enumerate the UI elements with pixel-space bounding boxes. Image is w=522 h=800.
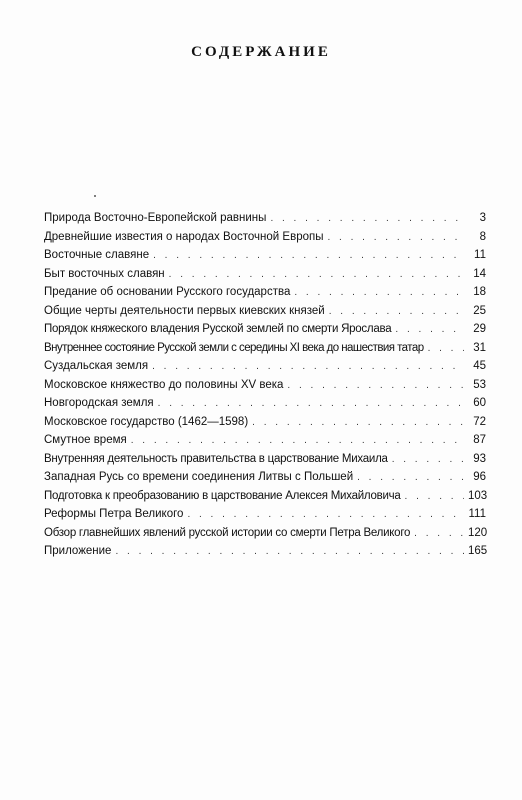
toc-entry-page: 25 <box>473 304 486 317</box>
toc-entry-page: 11 <box>474 249 486 261</box>
dot-leader <box>357 469 464 488</box>
toc-entry-title: Общие черты деятельности первых киевских князей <box>44 304 325 317</box>
dot-leader <box>395 321 464 340</box>
toc-entry-title: Московское княжество до половины XV века <box>44 378 284 391</box>
toc-entry-title: Новгородская земля <box>44 397 154 409</box>
page-title: СОДЕРЖАНИЕ <box>191 44 331 60</box>
dot-leader <box>329 303 464 322</box>
dot-leader <box>169 266 464 285</box>
toc-entry-page: 31 <box>473 341 486 354</box>
dot-leader <box>115 543 464 562</box>
toc-entry-page: 3 <box>479 212 486 224</box>
toc-entry <box>44 542 486 561</box>
dot-leader <box>327 229 464 248</box>
toc-entry <box>44 413 486 432</box>
toc-entry-page: 103 <box>468 489 488 502</box>
toc-entry-page: 93 <box>473 452 486 465</box>
toc-entry <box>44 524 486 543</box>
table-of-contents <box>44 209 486 561</box>
toc-entry-title: Реформы Петра Великого <box>44 508 184 520</box>
toc-entry-page: 60 <box>473 397 486 409</box>
toc-entry <box>44 265 486 284</box>
toc-entry-title: Приложение <box>44 545 112 557</box>
toc-entry-page: 72 <box>473 415 486 428</box>
toc-entry-title: Обзор главнейших явлений русской истории со смерти Петра Великого <box>44 526 411 539</box>
toc-entry-title: Внутренняя деятельность правительства в царствование Михаила <box>44 452 388 465</box>
dot-leader <box>428 340 464 359</box>
dot-leader <box>405 488 464 507</box>
toc-entry-page: 165 <box>468 545 488 557</box>
toc-entry <box>44 228 486 247</box>
toc-entry-page: 96 <box>473 471 486 483</box>
toc-entry-page: 18 <box>473 286 486 298</box>
toc-entry <box>44 320 486 339</box>
dot-leader <box>287 377 464 396</box>
toc-entry-title: Древнейшие известия о народах Восточной Европы <box>44 230 324 243</box>
dot-leader <box>152 358 464 377</box>
toc-entry <box>44 487 486 506</box>
toc-entry <box>44 394 486 413</box>
toc-entry-title: Западная Русь со времени соединения Литвы с Польшей <box>44 471 354 483</box>
dot-leader <box>270 210 464 229</box>
toc-entry-page: 111 <box>468 508 486 520</box>
toc-entry-title: Восточные славяне <box>44 249 150 261</box>
toc-entry <box>44 505 486 524</box>
toc-entry-title: Быт восточных славян <box>44 267 165 280</box>
toc-entry-title: Подготовка к преобразованию в царствование Алексея Михайловича <box>44 489 401 502</box>
toc-entry <box>44 283 486 302</box>
toc-entry-title: Предание об основании Русского государства <box>44 286 291 298</box>
toc-entry <box>44 468 486 487</box>
toc-entry-page: 29 <box>473 323 486 335</box>
toc-entry <box>44 376 486 395</box>
toc-entry-title: Природа Восточно-Европейской равнины <box>44 212 267 224</box>
toc-entry <box>44 246 486 265</box>
toc-entry <box>44 431 486 450</box>
toc-entry <box>44 302 486 321</box>
toc-entry-page: 45 <box>473 360 486 372</box>
dot-leader <box>187 506 464 525</box>
toc-entry-page: 53 <box>473 378 486 391</box>
toc-entry <box>44 339 486 358</box>
dot-leader <box>131 432 464 451</box>
toc-entry-page: 120 <box>468 526 488 539</box>
dot-leader <box>294 284 464 303</box>
dot-leader <box>414 525 464 544</box>
toc-entry-title: Порядок княжеского владения Русской землей по смерти Ярослава <box>44 323 392 335</box>
toc-entry-title: Суздальская земля <box>44 360 149 372</box>
toc-entry-page: 8 <box>479 230 486 243</box>
dot-leader <box>158 395 464 414</box>
print-speck <box>94 195 96 197</box>
toc-entry-page: 87 <box>473 434 486 446</box>
toc-entry-page: 14 <box>473 267 486 280</box>
toc-entry-title: Внутреннее состояние Русской земли с середины XI века до нашествия татар <box>44 341 424 354</box>
toc-entry <box>44 357 486 376</box>
toc-entry-title: Московское государство (1462—1598) <box>44 415 249 428</box>
dot-leader <box>392 451 464 470</box>
toc-entry-title: Смутное время <box>44 434 127 446</box>
dot-leader <box>153 247 464 266</box>
toc-entry <box>44 450 486 469</box>
toc-entry <box>44 209 486 228</box>
dot-leader <box>252 414 464 433</box>
